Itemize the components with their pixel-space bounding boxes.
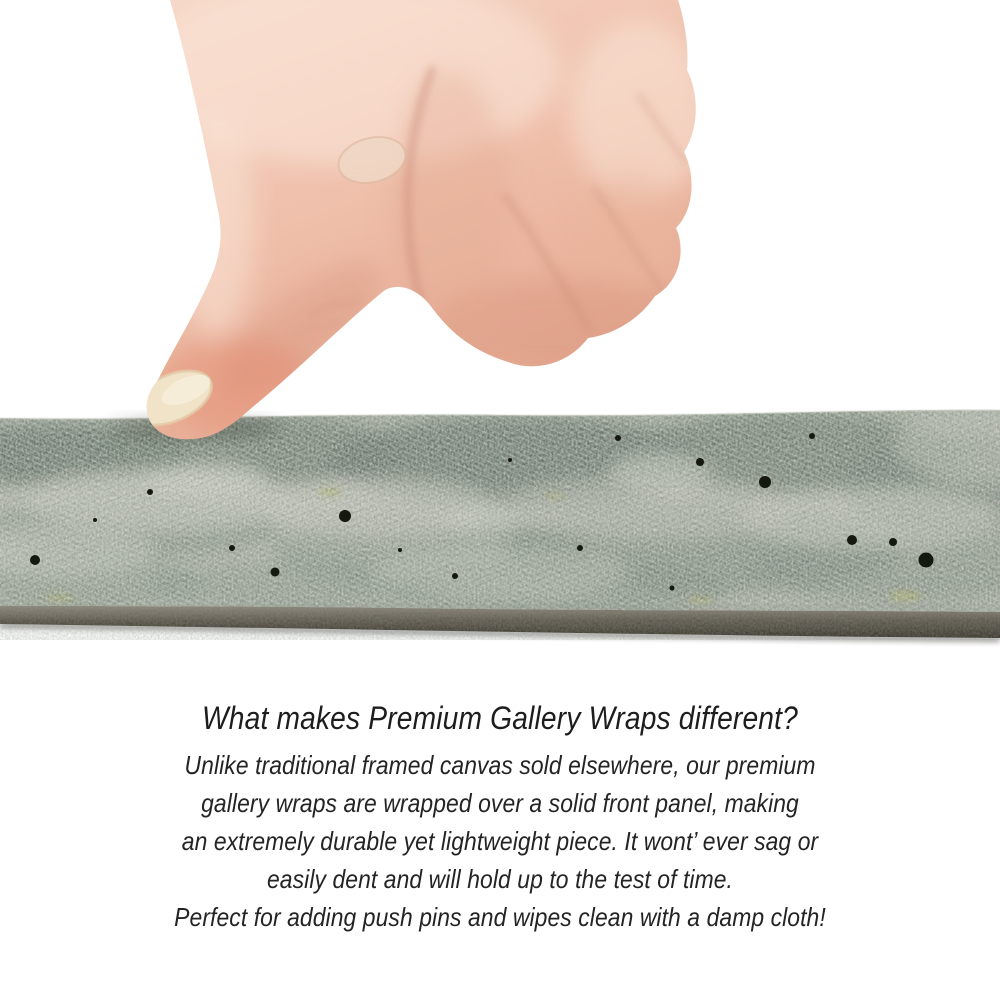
body-line-2: gallery wraps are wrapped over a solid front panel, making — [201, 788, 799, 818]
body-line-4: easily dent and will hold up to the test of time. — [266, 864, 733, 894]
headline: What makes Premium Gallery Wraps different? — [202, 700, 798, 736]
body-line-1: Unlike traditional framed canvas sold elsewhere, our premium — [184, 750, 816, 780]
marketing-copy — [60, 696, 940, 936]
hand-thumb-press-photo — [0, 0, 700, 460]
body-line-5: Perfect for adding push pins and wipes clean with a damp cloth! — [174, 902, 826, 932]
body-line-3: an extremely durable yet lightweight piece. It wont’ ever sag or — [181, 826, 819, 856]
